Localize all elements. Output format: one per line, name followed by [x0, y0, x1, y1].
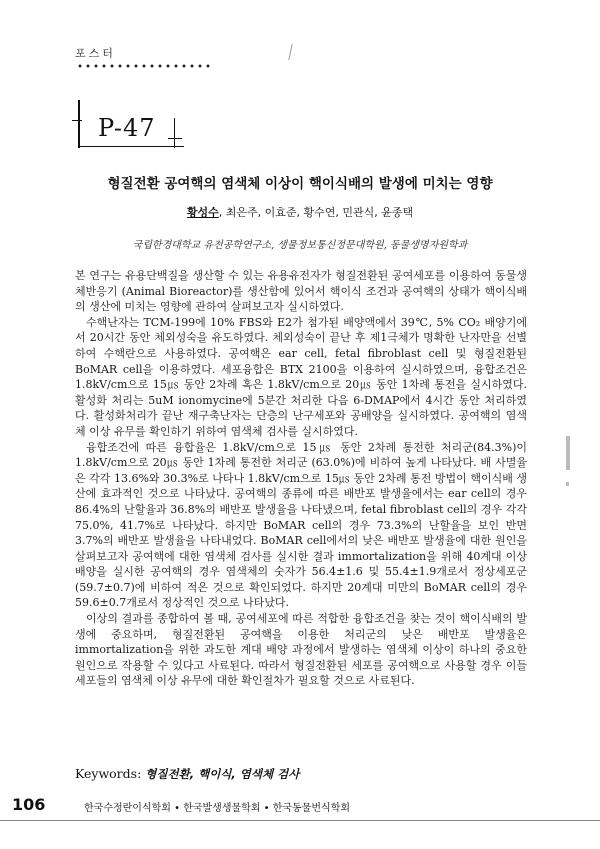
abstract-body	[75, 268, 527, 689]
abstract-paragraph: 융합조건에 따른 융합율은 1.8kV/cm으로 15㎲ 동안 2차례 통전한 처리군(84.3%)이 1.8kV/cm으로 20㎲ 동안 1차례 통전한 처리군 (63.0%)에 비하여 높게 나타났다. 배 사멸율은 각각 13.6%와 30.3%로 나타나 1.8kV/cm으로 15㎲ 동안 2차례 통전 방법이 핵이식배 생산에 효과적인 것으로 나타났다. 공여핵의 종류에 따른 배반포 발생율에서는 ear cell의 경우 86.4%의 난할율과 36.8%의 배반포 발생율을 나타냈으며, fetal fibroblast cell의 경우 각각 75.0%, 41.7%로 나타났다. 하지만 BoMAR cell의 경우 73.3%의 난할율을 보인 반면 3.7%의 배반포 발생율을 나타내었다. BoMAR cell에서의 낮은 배반포 발생율에 대한 원인을 살펴보고자 공여핵에 대한 염색체 검사를 실시한 결과 immortalization을 위해 40계대 이상 배양을 실시한 공여핵의 경우 염색체의 숫자가 56.4±1.6 및 55.4±1.9개로서 정상세포군 (59.7±0.7)에 비하여 적은 것으로 확인되었다. 하지만 20계대 미만의 BoMAR cell의 경우 59.6±0.7개로서 정상적인 것으로 나타났다.	[75, 440, 527, 610]
author-list	[0, 204, 600, 220]
co-authors: , 최은주, 이효준, 황수연, 민관식, 윤종택	[218, 206, 414, 219]
abstract-paragraph: 이상의 결과를 종합하여 볼 때, 공여세포에 따른 적합한 융합조건을 찾는 것이 핵이식배의 발생에 중요하며, 형질전환된 공여핵을 이용한 처리군의 낮은 배반포 발생율은 immortalization을 위한 과도한 계대 배양 과정에서 발생하는 염색체 이상이 하나의 중요한 원인으로 작용할 수 있다고 사료된다. 따라서 형질전환된 세포를 공여핵으로 사용할 경우 이들 세포들의 염색체 이상 유무에 대한 확인절차가 필요할 것으로 사료된다.	[75, 612, 527, 688]
keywords-line	[75, 766, 299, 782]
abstract-paragraph: 본 연구는 유용단백질을 생산할 수 있는 유용유전자가 형질전환된 공여세포를 이용하여 동물생체반응기 (Animal Bioreactor)를 생산함에 있어서 핵이식 조건과 공여핵의 상태가 핵이식배의 생산에 미치는 영향에 관하여 살펴보고자 실시하였다.	[75, 269, 527, 314]
presenter-name: 황성수	[186, 206, 219, 219]
dotted-rule	[76, 64, 214, 68]
poster-title: 형질전환 공여핵의 염색체 이상이 핵이식배의 발생에 미치는 영향	[107, 176, 493, 192]
footer-societies: 한국수정란이식학회 • 한국발생생물학회 • 한국동물번식학회	[84, 803, 351, 814]
code-box-right-bar	[174, 118, 175, 148]
code-box-left-bar	[78, 100, 80, 148]
keywords-label: Keywords:	[75, 766, 142, 781]
code-box-bottom-line	[78, 146, 184, 147]
stray-mark	[288, 44, 292, 60]
abstract-paragraph: 수핵난자는 TCM-199에 10% FBS와 E2가 첨가된 배양액에서 39℃, 5% CO₂ 배양기에서 20시간 동안 체외성숙을 유도하였다. 체외성숙이 끝난 후 제1극체가 명확한 난자만을 선별하여 수핵란으로 사용하였다. 공여핵은 ear cell, fetal fibroblast cell 및 형질전환된 BoMAR cell을 이용하였다. 세포융합은 BTX 2100을 이용하여 실시하였으며, 융합조건은 1.8kV/cm으로 15㎲ 동안 2차례 혹은 1.8kV/cm으로 20㎲ 동안 1차례 통전을 실시하였다. 활성화 처리는 5uM ionomycine에 5분간 처리한 다음 6-DMAP에서 4시간 동안 처리하였다. 활성화처리가 끝난 재구축난자는 단층의 난구세포와 공배양을 실시하였다. 공여핵의 염색체 이상 유무를 확인하기 위하여 염색체 검사를 실시하였다.	[75, 315, 527, 438]
poster-code-box	[78, 100, 188, 150]
keywords-terms: 형질전환, 핵이식, 염색체 검사	[145, 767, 300, 781]
section-label: 포스터	[75, 47, 116, 60]
code-box-left-tick	[72, 120, 82, 121]
poster-code: P-47	[98, 114, 156, 142]
side-margin-mark	[566, 436, 570, 470]
footer-rule	[0, 820, 600, 821]
side-margin-mark-small	[566, 482, 569, 486]
code-box-right-tick	[168, 138, 182, 139]
affiliation: 국립한경대학교 유전공학연구소, 생물정보통신정문대학원, 동물생명자원학과	[132, 240, 468, 251]
page-number: 106	[12, 795, 46, 814]
